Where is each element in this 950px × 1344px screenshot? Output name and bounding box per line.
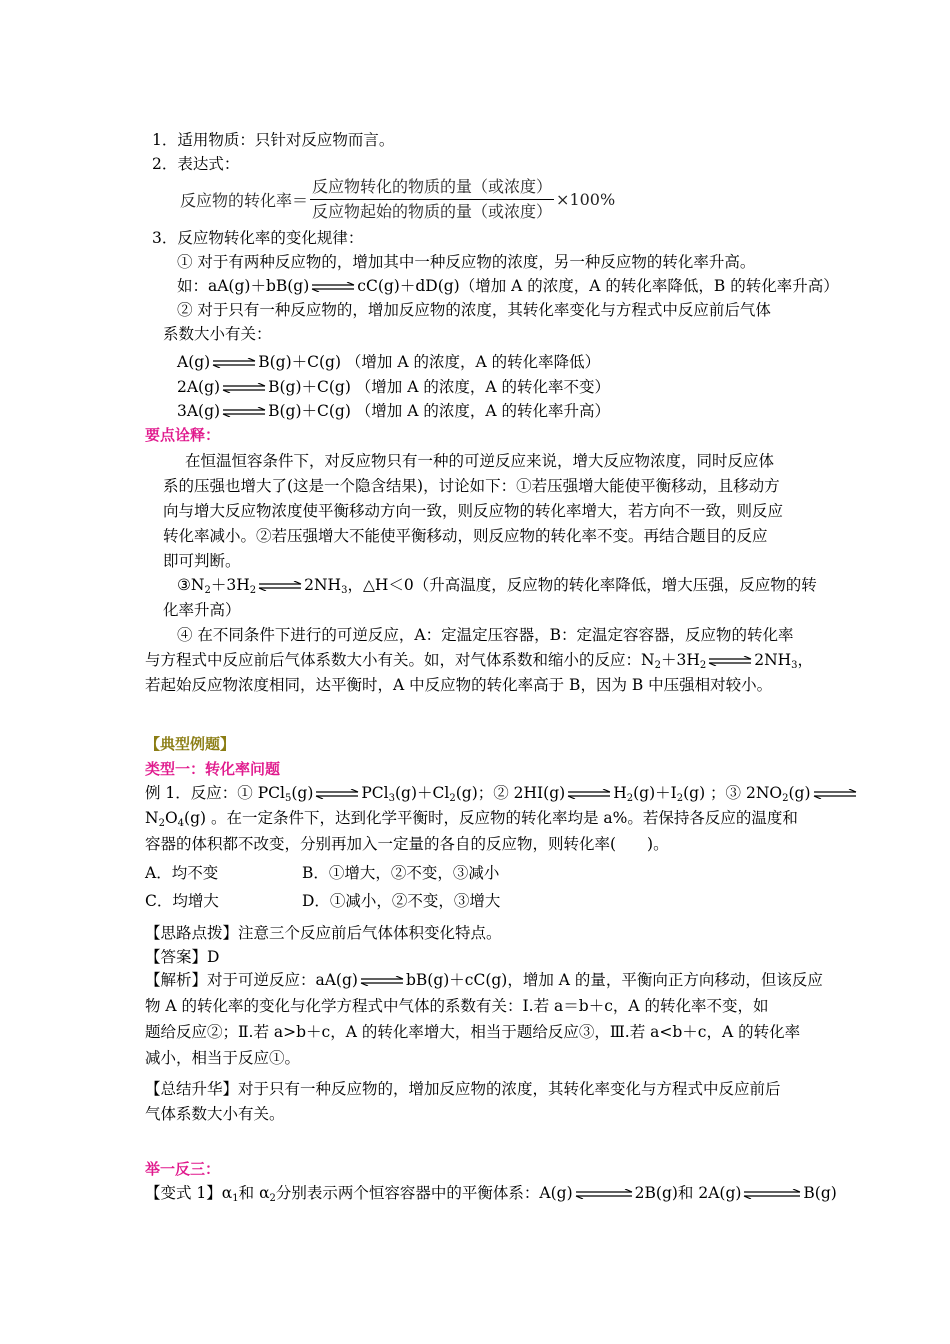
rule-2-cont: 系数大小有关： <box>163 325 272 343</box>
text: 2B(g)和 2A(g) <box>634 1184 742 1202</box>
equilibrium-arrow-icon <box>742 1189 802 1199</box>
text: B(g)＋C(g) （增加 A 的浓度，A 的转化率降低） <box>258 353 601 371</box>
text: 3A(g) <box>177 402 221 420</box>
practice-heading: 举一反三： <box>145 1160 221 1178</box>
option-b: B．①增大，②不变，③减小 <box>302 864 500 882</box>
key-points-p8: ④ 在不同条件下进行的可逆反应，A：定温定压容器，B：定温定容容器，反应物的转化率 <box>177 626 794 644</box>
equilibrium-arrow-icon <box>566 789 612 799</box>
rule-1: ① 对于有两种反应物的，增加其中一种反应物的浓度，另一种反应物的转化率升高。 <box>177 253 756 271</box>
text: ，△H＜0（升高温度，反应物的转化率降低，增大压强，反应物的转 <box>347 576 817 594</box>
text: (g) <box>788 784 811 802</box>
text: N <box>145 809 159 827</box>
type-1-heading: 类型一：转化率问题 <box>145 760 281 778</box>
text: 分别表示两个恒容容器中的平衡体系：A(g) <box>275 1184 573 1202</box>
equilibrium-arrow-icon <box>574 1189 634 1199</box>
equilibrium-arrow-icon <box>310 282 356 292</box>
equilibrium-arrow-icon <box>221 383 267 393</box>
text: (g)；② 2HI(g) <box>455 784 566 802</box>
subscript: 2 <box>654 660 661 671</box>
key-points-p7: 化率升高） <box>163 601 241 619</box>
text: ， <box>797 651 814 669</box>
subscript: 2 <box>158 818 165 829</box>
key-points-p10: 若起始反应物浓度相同，达平衡时，A 中反应物的转化率高于 B，因为 B 中压强相对较小。 <box>145 676 773 694</box>
equilibrium-arrow-icon <box>257 581 303 591</box>
text: (g) 。在一定条件下，达到化学平衡时，反应物的转化率均是 a%。若保持各反应的温度和 <box>184 809 798 827</box>
text: 与方程式中反应前后气体系数大小有关。如，对气体系数和缩小的反应：N <box>145 651 655 669</box>
text: bB(g)＋cC(g)，增加 A 的量，平衡向正方向移动，但该反应 <box>405 971 823 989</box>
example-eq-3 <box>177 399 610 423</box>
hint: 【思路点拨】注意三个反应前后气体体积变化特点。 <box>145 924 502 942</box>
subscript: 2 <box>782 793 789 804</box>
example-1-line-2 <box>145 806 798 830</box>
subscript: 1 <box>232 1193 239 1204</box>
text: (g)＋I <box>633 784 677 802</box>
key-points-p3: 向与增大反应物浓度使平衡移动方向一致，则反应物的转化率增大，若方向不一致，则反应 <box>163 502 784 520</box>
item-3: 3．反应物转化率的变化规律： <box>152 229 364 247</box>
subscript: 3 <box>791 660 798 671</box>
text: ＋3H <box>660 651 700 669</box>
subscript: 2 <box>249 585 257 596</box>
analysis-line-1 <box>145 968 823 992</box>
option-d: D．①减小，②不变，③增大 <box>302 892 501 910</box>
analysis-line-2: 物 A 的转化率的变化与化学方程式中气体的系数有关：Ⅰ.若 a＝b＋c，A 的转化率不变，如 <box>145 997 769 1015</box>
typical-examples-heading: 【典型例题】 <box>145 735 236 753</box>
subscript: 2 <box>449 793 456 804</box>
formula-denominator: 反应物起始的物质的量（或浓度） <box>312 202 553 221</box>
example-eq-1 <box>177 350 600 374</box>
key-points-p6 <box>177 573 817 597</box>
key-points-p1: 在恒温恒容条件下，对反应物只有一种的可逆反应来说，增大反应物浓度，同时反应体 <box>185 452 775 470</box>
text: 2NH <box>754 651 792 669</box>
formula-lhs: 反应物的转化率＝ <box>180 191 309 210</box>
text: ③N <box>177 576 205 594</box>
subscript: 2 <box>204 585 211 596</box>
example-eq-2 <box>177 375 610 399</box>
text: (g) <box>291 784 314 802</box>
item-1: 1．适用物质：只针对反应物而言。 <box>152 131 395 149</box>
equilibrium-arrow-icon <box>812 789 858 799</box>
key-points-p2: 系的压强也增大了(这是一个隐含结果)，讨论如下：①若压强增大能使平衡移动，且移动方 <box>163 477 780 495</box>
answer: 【答案】D <box>145 948 220 966</box>
text: 2NH <box>304 576 342 594</box>
key-points-p9 <box>145 648 813 672</box>
text: B(g) <box>803 1184 837 1202</box>
text: B(g)＋C(g) （增加 A 的浓度，A 的转化率不变） <box>268 378 610 396</box>
key-points-heading: 要点诠释： <box>145 426 221 444</box>
subscript: 2 <box>676 793 684 804</box>
key-points-p5: 即可判断。 <box>163 552 241 570</box>
analysis-line-3: 题给反应②；Ⅱ.若 a>b＋c，A 的转化率增大，相当于题给反应③，Ⅲ.若 a<b＋c，A 的转化率 <box>145 1023 801 1041</box>
subscript: 5 <box>284 793 292 804</box>
variant-1-line-1 <box>145 1181 837 1205</box>
equilibrium-arrow-icon <box>221 407 267 417</box>
text: ＋3H <box>210 576 250 594</box>
equilibrium-arrow-icon <box>314 789 360 799</box>
equilibrium-arrow-icon <box>707 656 753 666</box>
rule-2: ② 对于只有一种反应物的，增加反应物的浓度，其转化率变化与方程式中反应前后气体 <box>177 301 771 319</box>
rule-1-example <box>177 274 839 298</box>
conversion-formula <box>180 176 615 223</box>
text: (g) ；③ 2NO <box>683 784 783 802</box>
subscript: 3 <box>388 793 395 804</box>
text: cC(g)＋dD(g)（增加 A 的浓度，A 的转化率降低，B 的转化率升高） <box>357 277 839 295</box>
formula-rhs: ×100% <box>556 190 616 209</box>
example-1-line-1 <box>145 781 859 805</box>
summary-line-1: 【总结升华】对于只有一种反应物的，增加反应物的浓度，其转化率变化与方程式中反应前后 <box>145 1080 781 1098</box>
subscript: 2 <box>699 660 707 671</box>
subscript: 3 <box>341 585 348 596</box>
text: 【解析】对于可逆反应：aA(g) <box>145 971 358 989</box>
text: B(g)＋C(g) （增加 A 的浓度，A 的转化率升高） <box>268 402 610 420</box>
text: 例 1．反应：① PCl <box>145 784 285 802</box>
text: 2A(g) <box>177 378 221 396</box>
text: A(g) <box>177 353 211 371</box>
text: (g)＋Cl <box>395 784 450 802</box>
text: O <box>164 809 178 827</box>
equilibrium-arrow-icon <box>211 358 257 368</box>
text: 如：aA(g)＋bB(g) <box>177 277 310 295</box>
summary-line-2: 气体系数大小有关。 <box>145 1105 285 1123</box>
text: H <box>613 784 627 802</box>
text: 和 α <box>238 1184 270 1202</box>
equilibrium-arrow-icon <box>359 976 405 986</box>
subscript: 4 <box>177 818 185 829</box>
example-1-line-3: 容器的体积都不改变，分别再加入一定量的各自的反应物，则转化率( )。 <box>145 835 669 853</box>
text: 【变式 1】α <box>145 1184 233 1202</box>
analysis-line-4: 减小，相当于反应①。 <box>145 1049 301 1067</box>
formula-fraction <box>310 176 554 223</box>
subscript: 2 <box>269 1193 276 1204</box>
subscript: 2 <box>626 793 634 804</box>
item-2: 2．表达式： <box>152 155 240 173</box>
option-a: A．均不变 <box>145 864 219 882</box>
option-c: C．均增大 <box>145 892 219 910</box>
formula-numerator: 反应物转化的物质的量（或浓度） <box>310 176 554 200</box>
key-points-p4: 转化率减小。②若压强增大不能使平衡移动，则反应物的转化率不变。再结合题目的反应 <box>163 527 768 545</box>
text: PCl <box>361 784 389 802</box>
